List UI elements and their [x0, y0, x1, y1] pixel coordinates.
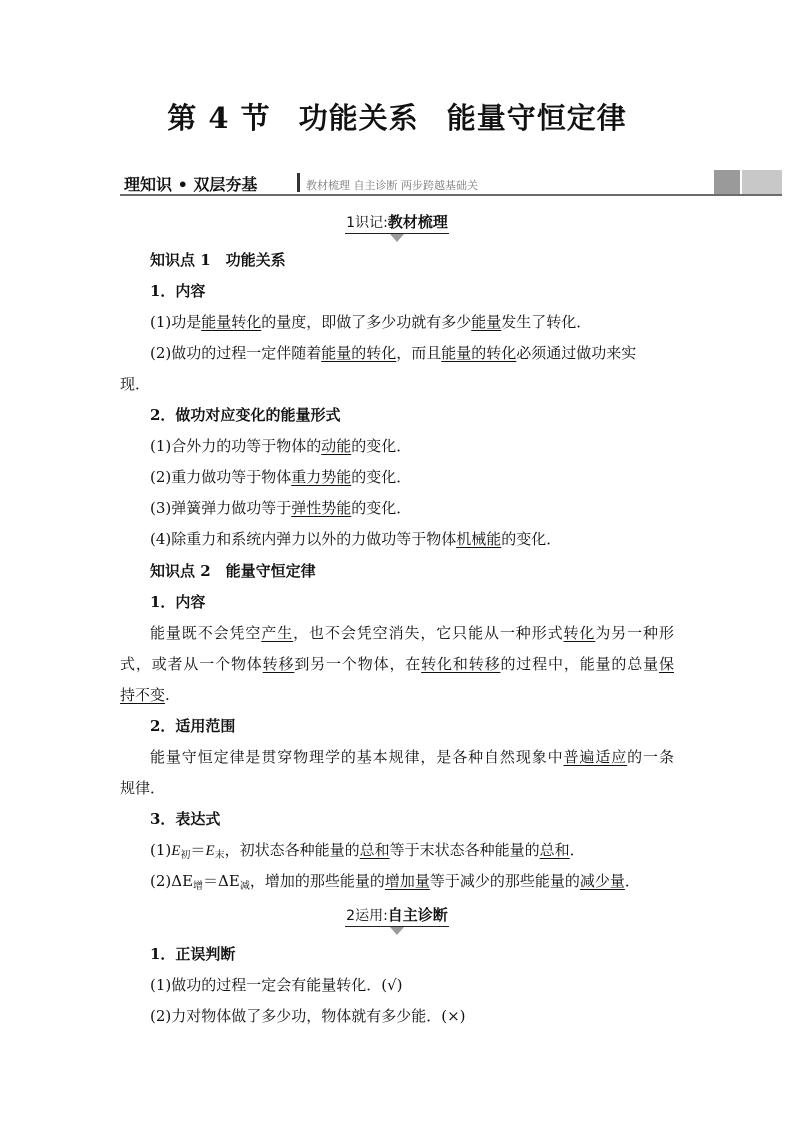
section-banner-subtitle: 教材梳理 自主诊断 两步跨越基础关 [306, 179, 478, 192]
knowledge-point-1-heading: 知识点 1 功能关系 [150, 251, 286, 269]
true-false-item-2: (2)力对物体做了多少功，物体就有多少能．(×) [150, 1007, 466, 1025]
k2-paragraph-line-2: 式，或者从一个物体转移到另一个物体，在转化和转移的过程中，能量的总量保 [120, 655, 674, 673]
k2-scope-line-1: 能量守恒定律是贯穿物理学的基本规律，是各种自然现象中普遍适应的一条 [150, 748, 674, 766]
banner-rule [120, 194, 782, 196]
k1-forms-heading: 2．做功对应变化的能量形式 [150, 406, 341, 424]
k2-scope-heading: 2．适用范围 [150, 717, 236, 735]
title-topic-1: 功能关系 [298, 101, 419, 135]
k2-expression-2: $(2)\Delta E_增=\Delta E_减$，增加的那些能量的增加量等于减少的那些能量的减少量． [150, 872, 640, 892]
section-banner-divider [297, 173, 300, 192]
k2-content-heading: 1．内容 [150, 593, 206, 611]
subheading-label: 自主诊断 [387, 906, 448, 924]
k1-line-1: (1)功是能量转化的量度，即做了多少功就有多少能量发生了转化． [150, 313, 592, 331]
title-section-number: 第 4 节 [167, 101, 271, 135]
title-topic-2: 能量守恒定律 [446, 101, 627, 135]
subheading-textbook-review [0, 211, 794, 234]
k1-item-1: (1)合外力的功等于物体的动能的变化． [150, 437, 412, 455]
k2-expression-heading: 3．表达式 [150, 810, 221, 828]
k1-item-3: (3)弹簧弹力做功等于弹性势能的变化． [150, 499, 412, 517]
banner-decor-block-light [742, 170, 782, 194]
true-false-heading: 1．正误判断 [150, 945, 236, 963]
k2-scope-line-2: 规律． [120, 779, 166, 797]
k2-paragraph-line-1: 能量既不会凭空产生，也不会凭空消失，它只能从一种形式转化为另一种形 [150, 624, 674, 642]
k2-expression-1: $(1)E_初=E_末$，初状态各种能量的总和等于末状态各种能量的总和． [150, 841, 585, 861]
k2-paragraph-line-3: 持不变. [120, 686, 170, 704]
k1-item-2: (2)重力做功等于物体重力势能的变化． [150, 468, 412, 486]
section-banner [120, 170, 782, 196]
section-banner-title: 理知识 • 双层夯基 [124, 175, 258, 194]
knowledge-point-2-heading: 知识点 2 能量守恒定律 [150, 562, 316, 580]
subheading-number: 1识记: [346, 215, 388, 231]
k1-content-heading: 1．内容 [150, 282, 206, 300]
banner-decor-block-dark [714, 170, 740, 194]
k1-line-2: (2)做功的过程一定伴随着能量的转化，而且能量的转化必须通过做功来实 [150, 344, 637, 362]
subheading-label: 教材梳理 [387, 213, 448, 231]
subheading-number: 2运用: [346, 908, 388, 924]
page-title [0, 96, 794, 137]
true-false-item-1: (1)做功的过程一定会有能量转化．(√) [150, 976, 403, 994]
subheading-self-diagnosis [0, 904, 794, 927]
subheading-arrow-icon [390, 927, 404, 935]
subheading-arrow-icon [390, 234, 404, 242]
k1-item-4: (4)除重力和系统内弹力以外的力做功等于物体机械能的变化． [150, 530, 562, 548]
k1-line-2-continued: 现． [120, 375, 151, 393]
